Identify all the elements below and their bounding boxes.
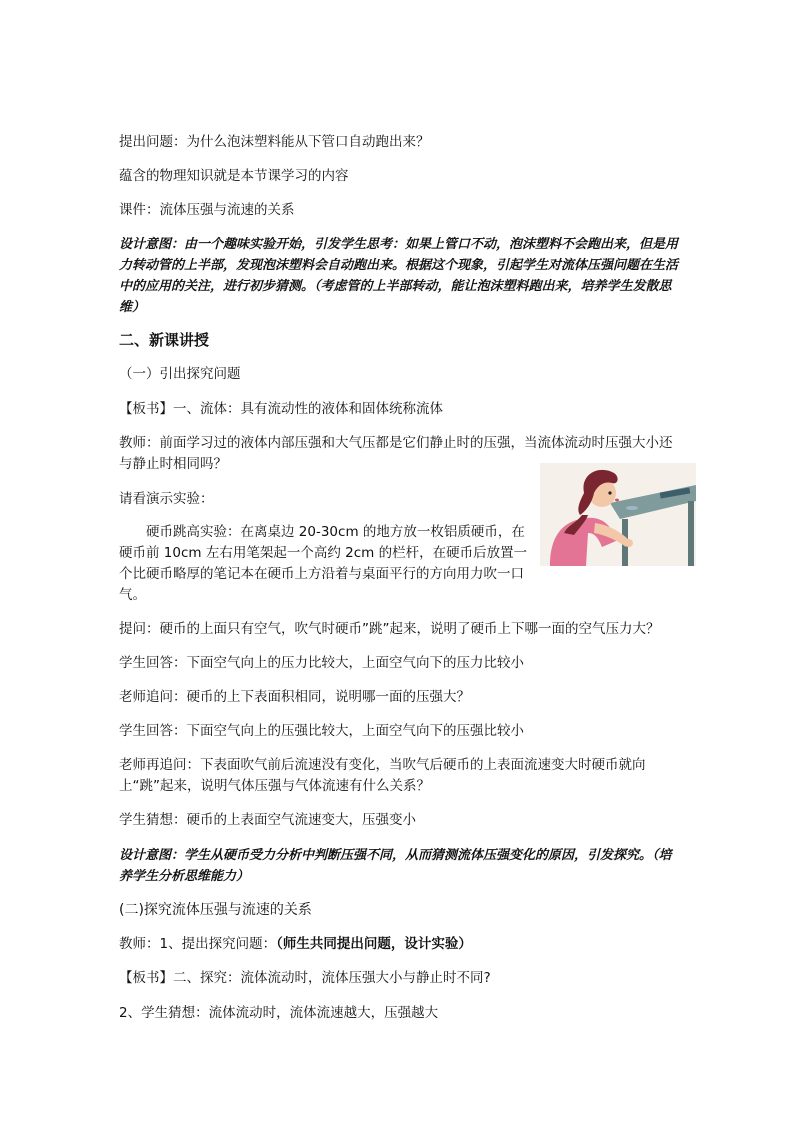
teacher-step-1-label: 教师：1、提出探究问题：: [119, 936, 277, 952]
teacher-followup-2: 老师再追问：下表面吹气前后流速没有变化，当吹气后硬币的上表面流速变大时硬币就向上“跳”起来，说明气体压强与气体流速有什么关系？: [119, 757, 646, 794]
student-guess-2: 2、学生猜想：流体流动时，流体流速越大，压强越大: [119, 1005, 439, 1021]
teacher-step-1-emphasis: （师生共同提出问题，设计实验）: [276, 936, 472, 952]
student-answer-1: 学生回答：下面空气向上的压力比较大，上面空气向下的压力比较小: [119, 655, 524, 671]
design-intent-2: 设计意图：学生从硬币受力分析中判断压强不同，从而猜测流体压强变化的原因，引发探究。（培养学生分析思维能力）: [119, 848, 672, 884]
design-intent-1: 设计意图：由一个趣味实验开始，引发学生思考：如果上管口不动，泡沫塑料不会跑出来，但是用力转动管的上半部，发现泡沫塑料会自动跑出来。根据这个现象，引起学生对流体压强问题在生活中的应用的关注，进行初步猜测。（考虑管的上半部转动，能让泡沫塑料跑出来，培养学生发散思维）: [119, 237, 679, 315]
subsection-heading-1: （一）引出探究问题: [119, 366, 241, 382]
demo-line: 请看演示实验：: [119, 491, 214, 507]
board-note-1: 【板书】一、流体：具有流动性的液体和固体统称流体: [119, 401, 443, 417]
courseware-line: 课件：流体压强与流速的关系: [119, 202, 295, 218]
subsection-heading-2: (二)探究流体压强与流速的关系: [119, 902, 312, 918]
section-heading-2: 二、新课讲授: [119, 331, 210, 349]
student-answer-2: 学生回答：下面空气向上的压强比较大，上面空气向下的压强比较小: [119, 723, 524, 739]
teacher-step-1: [119, 934, 679, 955]
illustration-girl-blowing-coin: [540, 463, 696, 566]
question-line: 提出问题：为什么泡沫塑料能从下管口自动跑出来？: [119, 134, 430, 150]
teacher-question-1: 教师：前面学习过的液体内部压强和大气压都是它们静止时的压强，当流体流动时压强大小还与静止时相同吗？: [119, 435, 673, 472]
teacher-followup-1: 老师追问：硬币的上下表面积相同，说明哪一面的压强大？: [119, 689, 470, 705]
coin-experiment: 硬币跳高实验：在离桌边 20-30cm 的地方放一枚铝质硬币，在硬币前 10cm 左右用笔架起一个高约 2cm 的栏杆，在硬币后放置一个比硬币略厚的笔记本在硬币上方沿着与桌面平行的方向用力吹一口气。: [119, 524, 528, 603]
intro-line: 蕴含的物理知识就是本节课学习的内容: [119, 168, 349, 184]
board-note-2: 【板书】二、探究：流体流动时，流体压强大小与静止时不同?: [119, 970, 491, 986]
illustration-svg: [540, 463, 696, 566]
student-guess-1: 学生猜想：硬币的上表面空气流速变大，压强变小: [119, 812, 416, 828]
question-2: 提问：硬币的上面只有空气，吹气时硬币”跳”起来，说明了硬币上下哪一面的空气压力大？: [119, 621, 660, 637]
